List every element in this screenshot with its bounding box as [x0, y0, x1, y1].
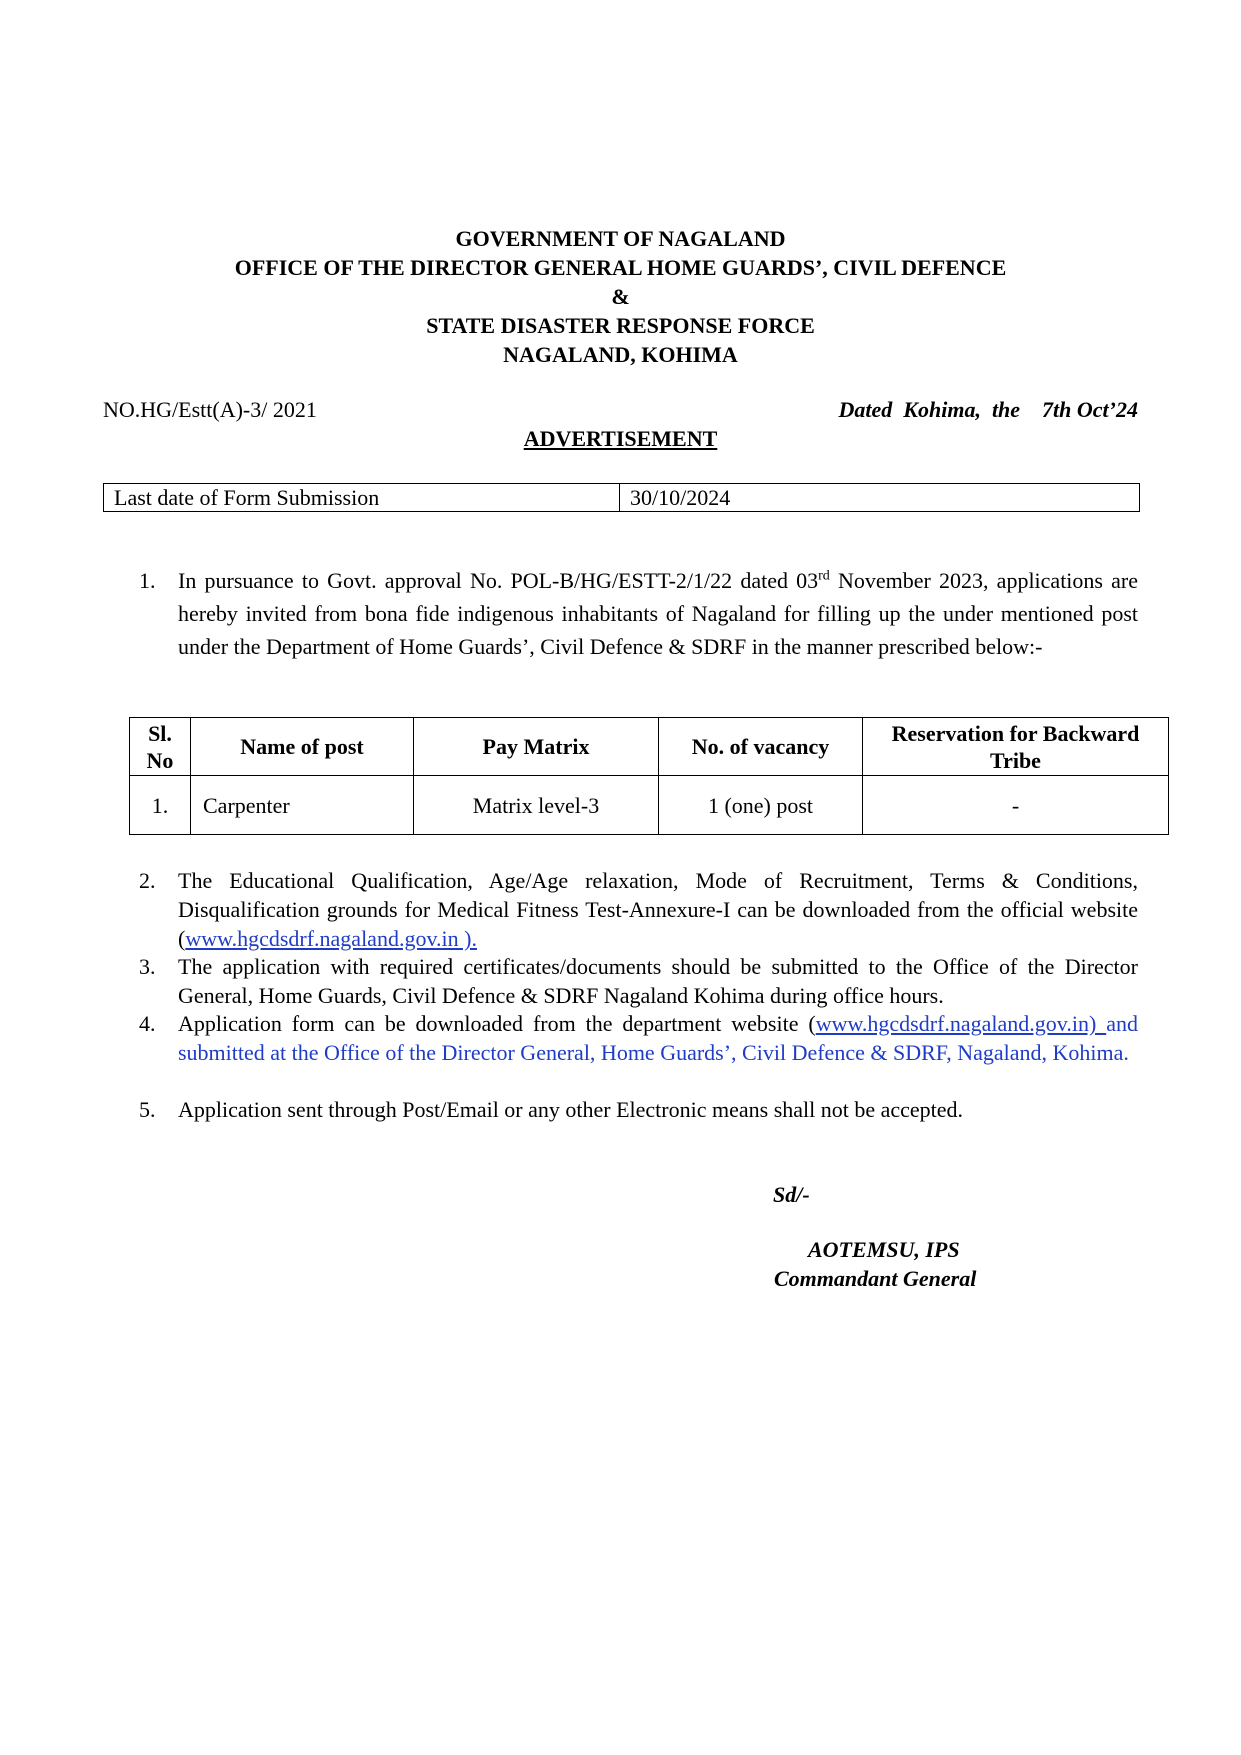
- dated-line: Dated Kohima, the 7th Oct’24: [838, 397, 1138, 422]
- item2-website-link[interactable]: www.hgcdsdrf.nagaland.gov.in ).: [185, 926, 477, 951]
- cell-name: Carpenter: [191, 776, 414, 835]
- header-location: NAGALAND, KOHIMA: [503, 342, 738, 367]
- item4-text: [178, 1009, 1138, 1067]
- th-name-of-post: Name of post: [191, 718, 414, 776]
- item4-tail: and submitted at the Office of the Director General, Home Guards’, Civil Defence & SDRF, Nagaland, Kohima.: [178, 1011, 1138, 1065]
- item2-number: 2.: [139, 868, 156, 893]
- title-text: ADVERTISEMENT: [523, 426, 718, 451]
- th-sl-no: Sl. No: [130, 718, 191, 776]
- table-header-row: [130, 718, 1169, 776]
- th-pay-matrix: Pay Matrix: [414, 718, 659, 776]
- th-no-of-vacancy: No. of vacancy: [659, 718, 863, 776]
- cell-pay: Matrix level-3: [414, 776, 659, 835]
- signature-sd: Sd/-: [773, 1182, 810, 1207]
- item4-body: Application form can be downloaded from the department website (: [178, 1011, 816, 1036]
- cell-sl: 1.: [130, 776, 191, 835]
- item3-text: The application with required certificates/documents should be submitted to the Office of the Director General, Home Guards, Civil Defence & SDRF Nagaland Kohima during office hours.: [178, 954, 1138, 1008]
- para1-superscript: rd: [818, 568, 830, 584]
- reference-number: NO.HG/Estt(A)-3/ 2021: [103, 397, 317, 422]
- para1-text: [178, 564, 1138, 663]
- signature-designation: Commandant General: [774, 1266, 977, 1291]
- item5-number: 5.: [139, 1097, 156, 1122]
- item3-number: 3.: [139, 954, 156, 979]
- para1-after: November 2023, applications are hereby invited from bona fide indigenous inhabitants of Nagaland for filling up the under mentioned post under the Department of Home Guards’, Civil Defence & SDRF in the manner prescribed below:-: [178, 568, 1139, 659]
- cell-vacancy: 1 (one) post: [659, 776, 863, 835]
- posts-table: [129, 717, 1169, 835]
- table-row: [130, 776, 1169, 835]
- item2-body: The Educational Qualification, Age/Age relaxation, Mode of Recruitment, Terms & Conditions, Disqualification grounds for Medical Fitness Test-Annexure-I can be downloaded from the official website (: [178, 868, 1138, 951]
- last-date-label: Last date of Form Submission: [104, 484, 620, 512]
- th-reservation: Reservation for Backward Tribe: [863, 718, 1169, 776]
- item4-number: 4.: [139, 1011, 156, 1036]
- item4-website-link[interactable]: www.hgcdsdrf.nagaland.gov.in): [815, 1011, 1107, 1036]
- signature-name: AOTEMSU, IPS: [808, 1237, 960, 1262]
- header-ampersand: &: [611, 284, 630, 309]
- para1-number: 1.: [139, 568, 156, 593]
- last-date-table: [103, 483, 1140, 512]
- header-govt: GOVERNMENT OF NAGALAND: [455, 226, 786, 251]
- cell-reservation: -: [863, 776, 1169, 835]
- item2-text: [178, 866, 1138, 953]
- para1-before: In pursuance to Govt. approval No. POL-B/HG/ESTT-2/1/22 dated 03: [178, 568, 819, 593]
- document-title: [0, 424, 1241, 453]
- header-office: OFFICE OF THE DIRECTOR GENERAL HOME GUARDS’, CIVIL DEFENCE: [234, 255, 1007, 280]
- last-date-value: 30/10/2024: [620, 484, 1140, 512]
- header-sdrf: STATE DISASTER RESPONSE FORCE: [426, 313, 815, 338]
- item5-text: Application sent through Post/Email or any other Electronic means shall not be accepted.: [178, 1097, 964, 1122]
